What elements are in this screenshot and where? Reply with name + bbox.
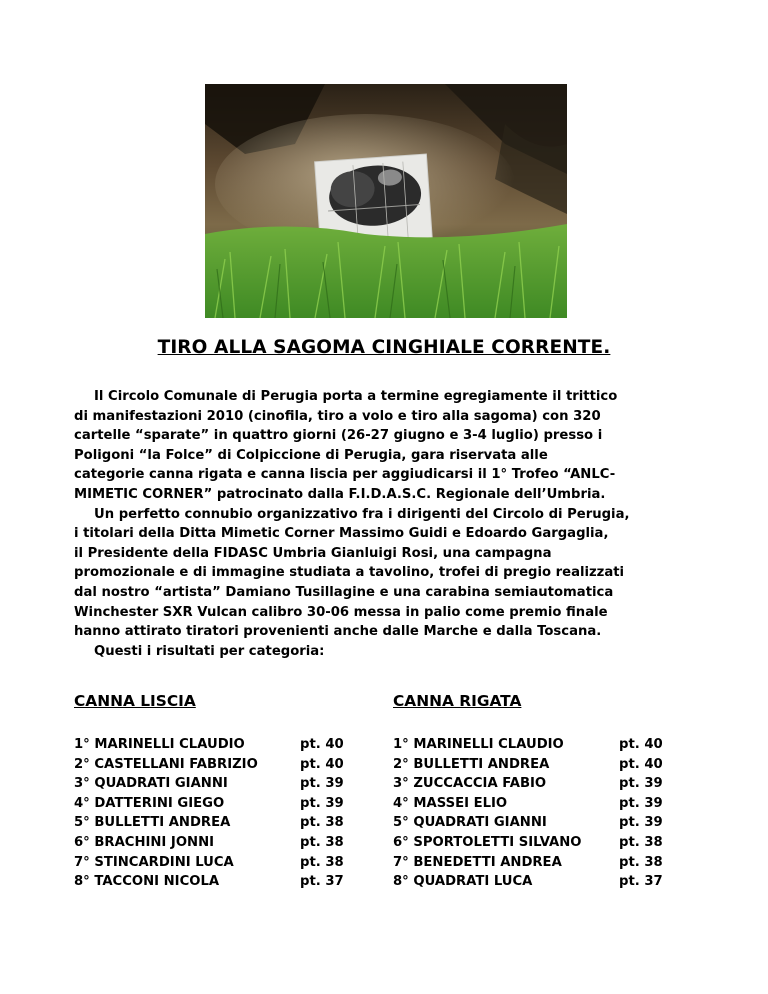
result-points: pt. 37 [300,874,344,890]
text-line: MIMETIC CORNER” patrocinato dalla F.I.D.A.S.C. Regionale dell’Umbria. [74,486,606,502]
result-name: 5° QUADRATI GIANNI [393,815,547,831]
result-row [393,853,693,873]
heading-canna-rigata: CANNA RIGATA [393,692,522,710]
boar-target-image [205,84,567,318]
result-points: pt. 38 [300,854,344,870]
article-body [74,387,714,661]
text-line: promozionale e di immagine studiata a tavolino, trofei di pregio realizzati [74,565,625,581]
results-list-canna-liscia [74,735,364,892]
article-title: TIRO ALLA SAGOMA CINGHIALE CORRENTE. [157,337,611,358]
result-row [74,833,364,853]
result-row [393,774,693,794]
result-name: 4° MASSEI ELIO [393,795,508,811]
result-row [74,853,364,873]
result-row [393,735,693,755]
result-name: 1° MARINELLI CLAUDIO [74,737,245,752]
result-row [393,813,693,833]
result-points: pt. 40 [300,737,344,752]
result-row [393,833,693,853]
result-row [393,755,693,775]
result-points: pt. 38 [300,834,344,850]
text-line: i titolari della Ditta Mimetic Corner Massimo Guidi e Edoardo Gargaglia, [74,526,609,542]
result-points: pt. 39 [619,815,663,831]
result-name: 7° STINCARDINI LUCA [74,854,234,870]
text-line: dal nostro “artista” Damiano Tusillagine e una carabina semiautomatica [74,584,614,600]
text-line: il Presidente della FIDASC Umbria Gianluigi Rosi, una campagna [74,545,552,561]
result-points: pt. 38 [300,815,344,831]
result-name: 3° ZUCCACCIA FABIO [393,776,547,792]
result-row [74,755,364,775]
result-name: 7° BENEDETTI ANDREA [393,854,562,870]
result-points: pt. 39 [619,795,663,811]
result-row [74,774,364,794]
result-points: pt. 39 [619,776,663,792]
result-row [393,794,693,814]
heading-canna-liscia: CANNA LISCIA [74,692,196,710]
paragraph-3 [74,642,714,662]
text-line: Un perfetto connubio organizzativo fra i dirigenti del Circolo di Perugia, [94,506,630,522]
result-row [74,813,364,833]
result-points: pt. 39 [300,776,344,792]
result-points: pt. 39 [300,795,344,811]
result-name: 6° SPORTOLETTI SILVANO [393,834,582,850]
result-points: pt. 37 [619,874,663,890]
result-name: 4° DATTERINI GIEGO [74,795,225,811]
text-line: categorie canna rigata e canna liscia per aggiudicarsi il 1° Trofeo “ANLC- [74,467,616,483]
result-points: pt. 40 [619,756,663,772]
text-line: Winchester SXR Vulcan calibro 30-06 messa in palio come premio finale [74,604,608,620]
result-name: 1° MARINELLI CLAUDIO [393,737,564,752]
paragraph-2 [74,505,714,642]
result-points: pt. 40 [619,737,663,752]
result-name: 8° QUADRATI LUCA [393,874,533,890]
result-row [393,872,693,892]
result-points: pt. 38 [619,834,663,850]
boar-target-photo [205,84,567,318]
result-name: 6° BRACHINI JONNI [74,834,215,850]
text-line: Il Circolo Comunale di Perugia porta a termine egregiamente il trittico [94,389,618,404]
result-points: pt. 40 [300,756,344,772]
text-line: Questi i risultati per categoria: [94,643,325,659]
result-name: 5° BULLETTI ANDREA [74,815,231,831]
result-row [74,794,364,814]
result-points: pt. 38 [619,854,663,870]
text-line: cartelle “sparate” in quattro giorni (26-27 giugno e 3-4 luglio) presso i [74,428,603,444]
paragraph-1 [74,387,714,505]
result-row [74,735,364,755]
result-name: 2° CASTELLANI FABRIZIO [74,756,258,772]
result-name: 2° BULLETTI ANDREA [393,756,550,772]
result-name: 3° QUADRATI GIANNI [74,776,228,792]
text-line: di manifestazioni 2010 (cinofila, tiro a volo e tiro alla sagoma) con 320 [74,408,601,424]
result-name: 8° TACCONI NICOLA [74,874,220,890]
text-line: hanno attirato tiratori provenienti anche dalle Marche e dalla Toscana. [74,624,602,640]
result-row [74,872,364,892]
results-list-canna-rigata [393,735,693,892]
text-line: Poligoni “la Folce” di Colpiccione di Perugia, gara riservata alle [74,447,548,463]
